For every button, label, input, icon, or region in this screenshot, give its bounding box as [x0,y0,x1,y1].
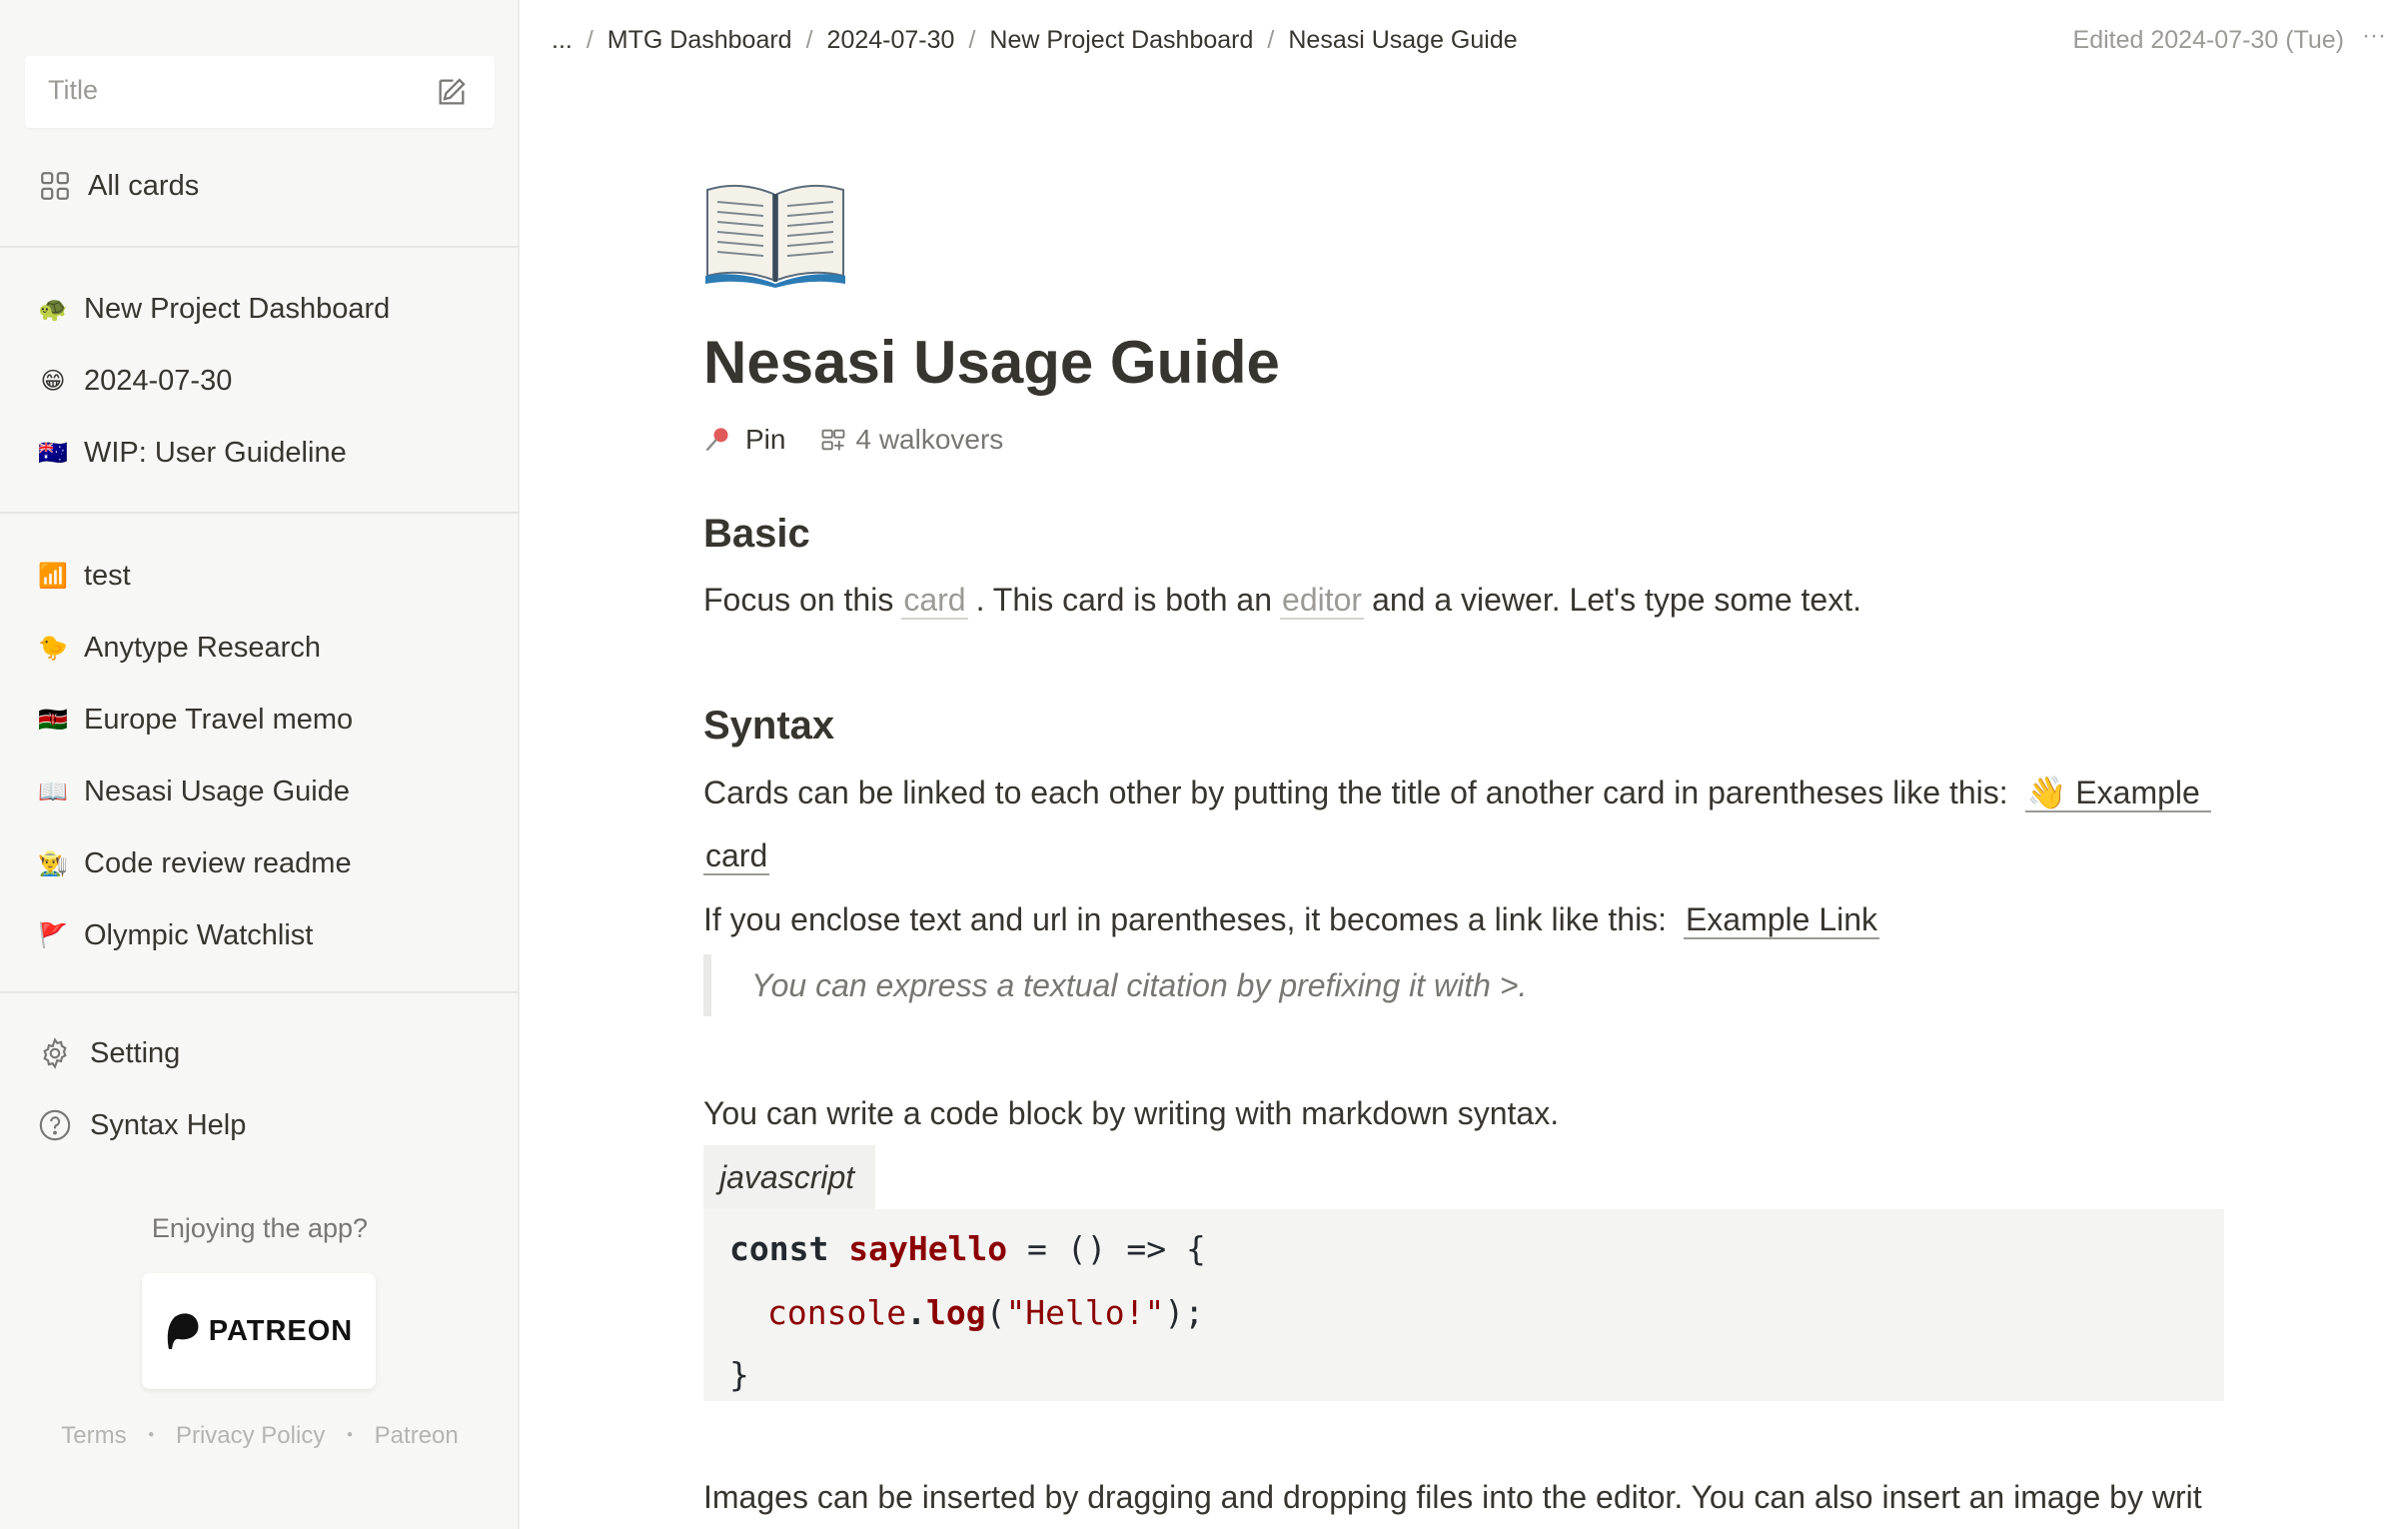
footer-separator: ・ [338,1422,362,1449]
code-intro: You can write a code block by writing with markdown syntax. [703,1095,1560,1131]
turtle-icon: 🐢 [38,295,68,323]
page-title[interactable]: Nesasi Usage Guide [703,329,1280,396]
code-token: . [906,1293,926,1332]
breadcrumb-item[interactable]: New Project Dashboard [989,26,1254,54]
walkovers-count[interactable] [819,424,1003,456]
waving-hand-icon: 👋 [2026,774,2067,810]
terms-link[interactable]: Terms [61,1422,127,1449]
breadcrumb-separator: / [1267,26,1275,54]
sidebar-item-recent[interactable] [0,423,520,483]
footer-links [0,1415,520,1450]
book-icon: 📖 [38,777,68,805]
patreon-link[interactable]: Patreon [374,1422,459,1449]
more-options-icon[interactable]: ··· [2362,22,2386,49]
code-block[interactable] [703,1209,2224,1401]
syntax-paragraph-wrap [703,837,769,874]
images-paragraph: Images can be inserted by dragging and dropping files into the editor. You can also insert an image by writ [703,1479,2202,1515]
code-line [767,1293,1204,1332]
sidebar-item-recent[interactable] [0,351,520,411]
code-token: "Hello!" [1005,1293,1165,1332]
red-flag-icon: 🚩 [38,921,68,949]
code-token: sayHello [848,1229,1008,1268]
heading-basic: Basic [703,512,810,556]
breadcrumb-separator: / [586,26,594,54]
syntax-paragraph [703,773,2211,811]
code-token: = () => { [1007,1229,1206,1268]
sidebar-item-card[interactable] [0,762,520,821]
code-line [729,1229,1206,1268]
question-icon [38,1108,72,1142]
flag-icon: 🇦🇺 [38,439,68,467]
code-token: console [767,1293,907,1332]
sidebar-item-label: Code review readme [84,846,352,879]
sidebar-item-label: test [84,559,131,592]
patreon-logo-icon [165,1309,201,1353]
footer-separator: ・ [139,1422,164,1449]
open-book-icon[interactable] [703,172,847,288]
sidebar-item-card[interactable] [0,546,520,606]
edit-icon[interactable] [435,75,469,109]
text: If you enclose text and url in parentheses, it becomes a link like this: [703,901,1668,937]
walkovers-label: 4 walkovers [855,424,1004,455]
edited-date: Edited 2024-07-30 (Tue) [2072,26,2344,54]
sidebar-item-label: All cards [88,169,200,202]
code-line: } [729,1355,749,1394]
privacy-policy-link[interactable]: Privacy Policy [175,1422,326,1449]
sidebar-item-label: 2024-07-30 [84,364,233,397]
breadcrumb-current[interactable]: Nesasi Usage Guide [1288,26,1518,54]
sidebar-item-label: New Project Dashboard [84,292,391,325]
sidebar-item-recent[interactable] [0,279,520,339]
walkover-icon [819,426,847,454]
text: . This card is both an [975,582,1273,618]
pushpin-icon [703,426,731,454]
breadcrumb-separator: / [805,26,813,54]
sidebar-item-all-cards[interactable] [0,156,520,216]
sidebar-item-label: Anytype Research [84,631,321,664]
editor-link[interactable]: editor [1282,582,1363,618]
sidebar-divider [0,246,520,248]
code-token: ( [985,1293,1006,1332]
sidebar-item-setting[interactable] [0,1023,520,1083]
breadcrumb-item[interactable]: MTG Dashboard [606,26,792,54]
example-card-text: Example [2075,774,2200,810]
example-card-link[interactable]: card [705,837,768,873]
sidebar [0,0,520,1529]
breadcrumb-item[interactable]: 2024-07-30 [826,26,955,54]
code-token: const [729,1229,829,1268]
sidebar-item-label: WIP: User Guideline [84,436,347,469]
basic-paragraph [703,582,1861,619]
link-paragraph [703,901,1879,938]
sidebar-item-syntax-help[interactable] [0,1095,520,1155]
sidebar-item-card[interactable] [0,618,520,678]
title-placeholder: Title [48,75,99,105]
card-link[interactable]: card [903,582,966,618]
blockquote: You can express a textual citation by prefixing it with >. [703,954,2222,1016]
breadcrumb [552,26,1518,55]
code-token: log [925,1293,986,1332]
chick-icon: 🐤 [38,634,68,662]
heading-syntax: Syntax [703,704,835,748]
grin-icon: 😁 [40,367,66,395]
farmer-icon: 👨‍🌾 [38,849,68,877]
sidebar-item-card[interactable] [0,833,520,893]
breadcrumb-ellipsis[interactable]: ... [552,26,573,54]
text: and a viewer. Let's type some text. [1372,582,1861,618]
flag-icon: 🇰🇪 [38,706,68,734]
sidebar-item-label: Olympic Watchlist [84,918,314,951]
sidebar-item-card[interactable] [0,905,520,965]
sidebar-item-card[interactable] [0,690,520,750]
sidebar-divider [0,512,520,514]
code-language-label: javascript [703,1145,875,1209]
text: Cards can be linked to each other by putting the title of another card in parentheses like this: [703,774,2008,810]
grid-icon [38,169,72,203]
card-meta [703,424,1003,456]
sidebar-item-label: Setting [90,1036,181,1069]
patreon-label: PATREON [208,1314,354,1347]
pin-button[interactable] [703,424,785,456]
enjoy-text: Enjoying the app? [151,1213,369,1243]
signal-icon: 📶 [38,562,68,590]
title-input[interactable] [25,56,495,128]
sidebar-item-label: Nesasi Usage Guide [84,774,350,807]
breadcrumb-separator: / [968,26,976,54]
sidebar-item-label: Europe Travel memo [84,703,354,736]
example-link[interactable]: Example Link [1685,901,1878,937]
code-token: ); [1164,1293,1205,1332]
patreon-button[interactable] [142,1273,376,1389]
sidebar-item-label: Syntax Help [90,1108,247,1141]
pin-label: Pin [745,424,786,455]
gear-icon [38,1036,72,1070]
sidebar-divider [0,991,520,993]
text: Focus on this [703,582,894,618]
example-card-link[interactable] [2025,774,2211,812]
